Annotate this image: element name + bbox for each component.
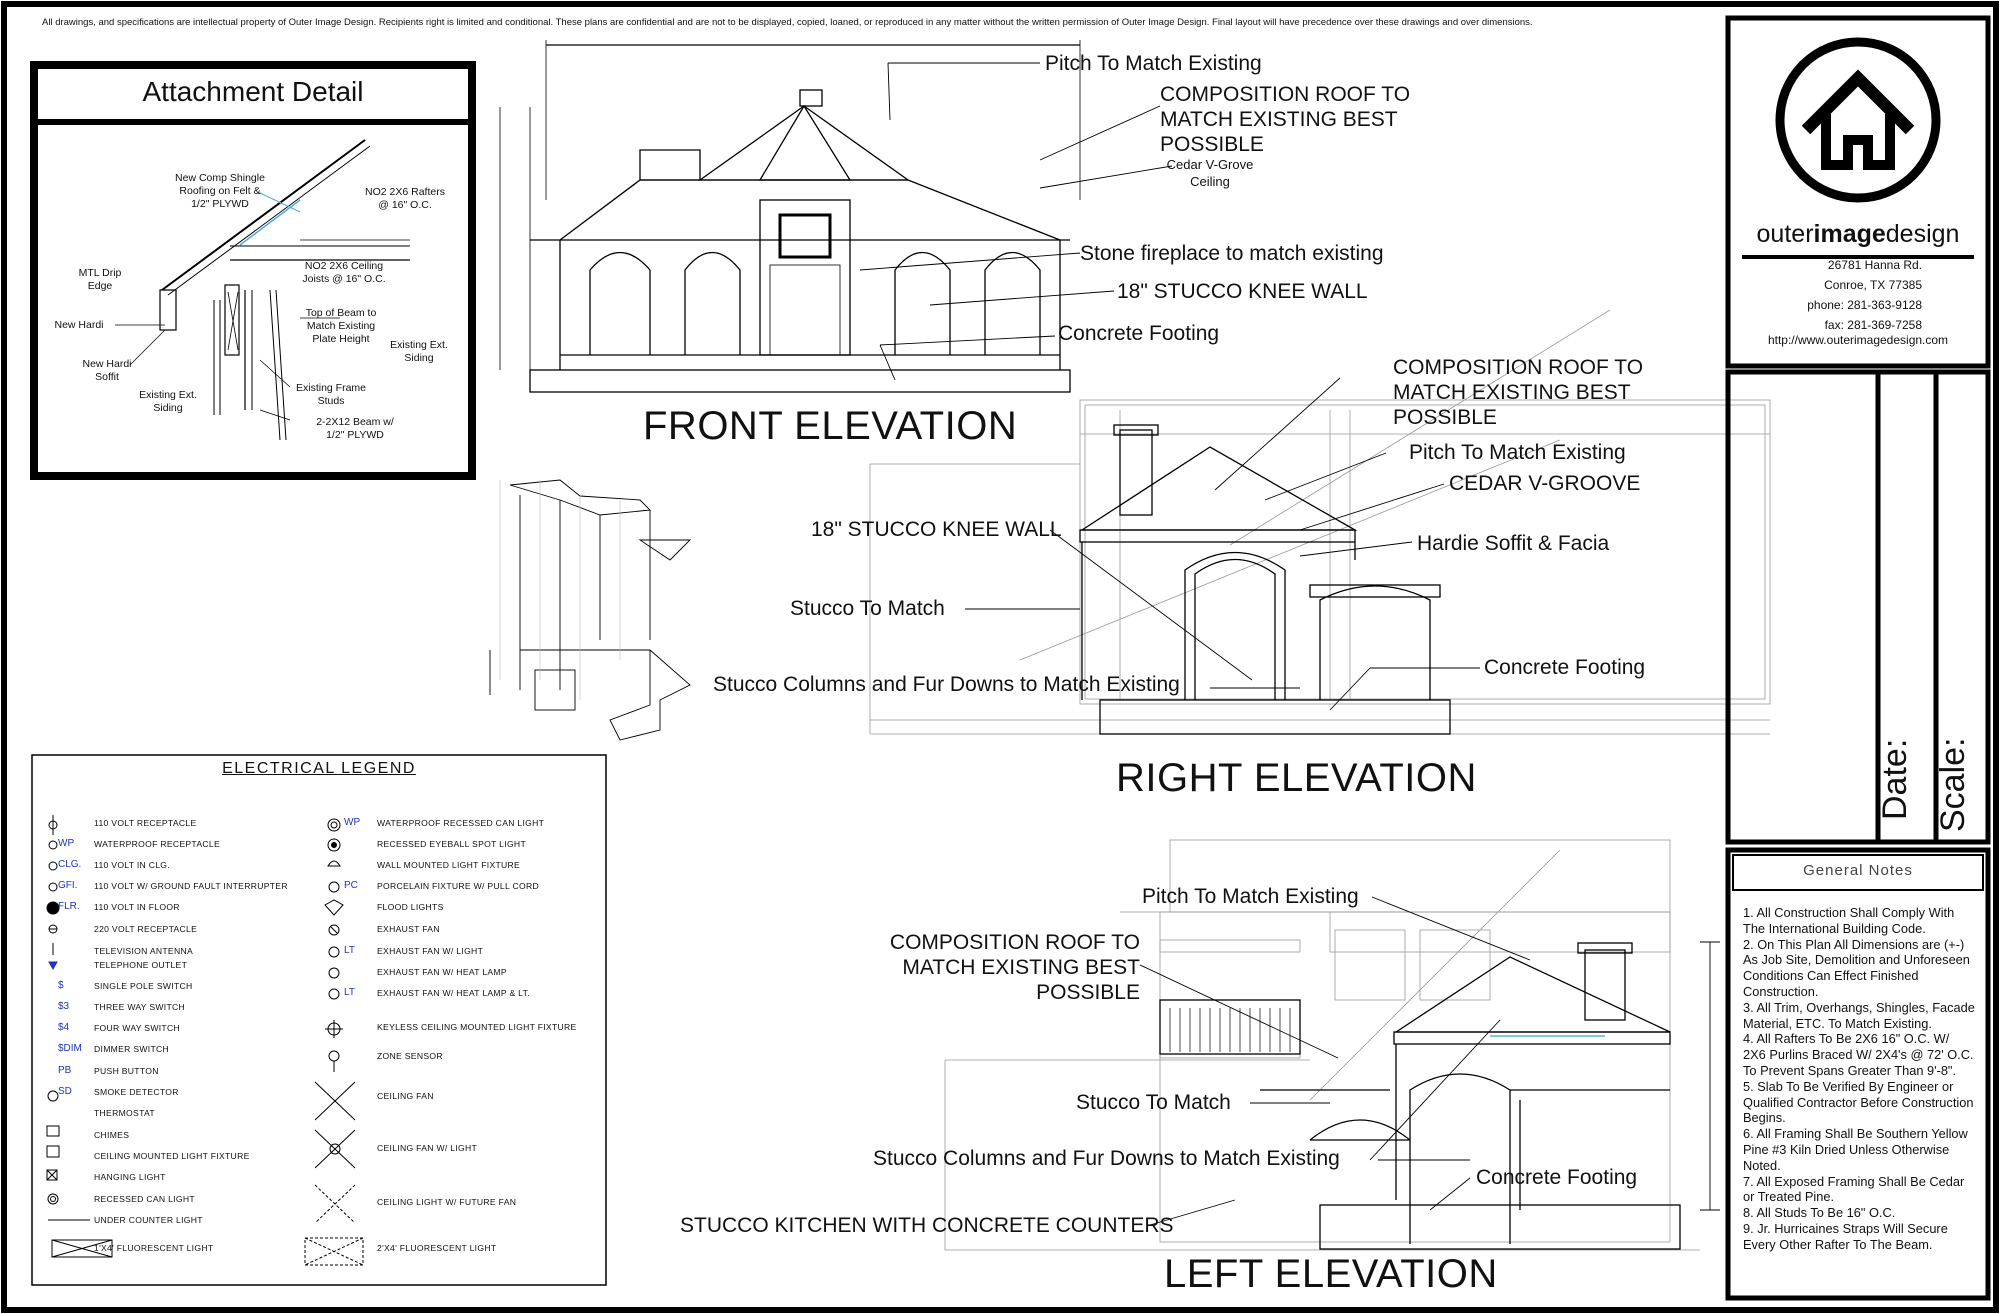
general-note: 8. All Studs To Be 16" O.C.: [1743, 1205, 1896, 1221]
general-note: 2. On This Plan All Dimensions are (+-) As Job Site, Demolition and Unforeseen Conditions Can Effect Finished Construction.: [1743, 936, 1970, 999]
legend-item: 1'X4' FLUORESCENT LIGHT: [94, 1243, 214, 1253]
legend-item: RECESSED CAN LIGHT: [94, 1194, 195, 1204]
right-label-columns: Stucco Columns and Fur Downs to Match Existing: [713, 673, 1180, 696]
address-line-1: 26781 Hanna Rd.: [1827, 258, 1922, 272]
label-new-hardi: New Hardi: [54, 319, 104, 331]
legend-symbol-label: GFI.: [58, 880, 78, 891]
legend-item: SINGLE POLE SWITCH: [94, 981, 193, 991]
legend-item: SMOKE DETECTOR: [94, 1087, 179, 1097]
left-label-columns: Stucco Columns and Fur Downs to Match Existing: [873, 1147, 1340, 1170]
legend-item: 110 VOLT RECEPTACLE: [94, 818, 197, 828]
legend-item: RECESSED EYEBALL SPOT LIGHT: [377, 839, 526, 849]
legend-symbol-label: FLR.: [58, 901, 80, 912]
legend-symbol-label: PB: [58, 1065, 72, 1076]
label-existing-siding-right: Existing Ext. Siding: [390, 339, 448, 364]
legend-item: EXHAUST FAN W/ HEAT LAMP: [377, 967, 507, 977]
legend-symbol-label: $4: [58, 1022, 70, 1033]
general-note: 7. All Exposed Framing Shall Be Cedar or Treated Pine.: [1743, 1173, 1965, 1205]
left-label-roof: COMPOSITION ROOF TO MATCH EXISTING BEST POSSIBLE: [889, 931, 1140, 1004]
left-label-pitch: Pitch To Match Existing: [1142, 885, 1359, 908]
electrical-legend-frame: [32, 755, 606, 1285]
left-label-kitchen: STUCCO KITCHEN WITH CONCRETE COUNTERS: [680, 1214, 1174, 1237]
disclaimer-text: All drawings, and specifications are intellectual property of Outer Image Design. Recipients right is limited and conditional. These plans are confidential and are not to be displayed, copied, loaned, or reproduced in any matter without the written permission of Outer Image Design. Final layout will have precedence over these drawings and over dimensions.: [42, 17, 1533, 28]
legend-symbol-label: PC: [344, 880, 358, 891]
legend-item: DIMMER SWITCH: [94, 1044, 170, 1054]
label-drip-edge: MTL Drip Edge: [78, 267, 122, 292]
legend-symbol-label: CLG.: [58, 859, 82, 870]
legend-item: 2'X4' FLUORESCENT LIGHT: [377, 1243, 497, 1253]
legend-item: TELEPHONE OUTLET: [94, 960, 188, 970]
legend-item: CHIMES: [94, 1130, 130, 1140]
front-label-knee-wall: 18" STUCCO KNEE WALL: [1117, 280, 1368, 303]
brand-prefix: outer: [1756, 220, 1814, 248]
legend-item: 110 VOLT IN CLG.: [94, 860, 170, 870]
address-line-2: Conroe, TX 77385: [1824, 278, 1922, 292]
front-label-fireplace: Stone fireplace to match existing: [1080, 242, 1384, 265]
legend-item: FOUR WAY SWITCH: [94, 1023, 180, 1033]
front-label-footing: Concrete Footing: [1058, 322, 1220, 345]
general-note: 3. All Trim, Overhangs, Shingles, Facade Material, ETC. To Match Existing.: [1743, 999, 1975, 1031]
front-elevation-title: FRONT ELEVATION: [643, 404, 1018, 448]
front-label-roof: COMPOSITION ROOF TO MATCH EXISTING BEST POSSIBLE: [1160, 83, 1411, 156]
right-label-footing: Concrete Footing: [1484, 656, 1646, 679]
legend-item: CEILING FAN W/ LIGHT: [377, 1143, 478, 1153]
legend-item: PUSH BUTTON: [94, 1066, 159, 1076]
legend-item: WALL MOUNTED LIGHT FIXTURE: [377, 860, 521, 870]
legend-item: EXHAUST FAN W/ LIGHT: [377, 946, 484, 956]
legend-item: PORCELAIN FIXTURE W/ PULL CORD: [377, 881, 539, 891]
legend-symbol-label: LT: [344, 945, 355, 956]
general-note: 6. All Framing Shall Be Southern Yellow Pine #3 Kiln Dried Unless Otherwise Noted.: [1743, 1126, 1968, 1173]
legend-item: ZONE SENSOR: [377, 1051, 443, 1061]
label-top-of-beam: Top of Beam to Match Existing Plate Height: [305, 307, 377, 345]
right-label-stucco: Stucco To Match: [790, 597, 945, 620]
legend-item: EXHAUST FAN W/ HEAT LAMP & LT.: [377, 988, 530, 998]
legend-symbol-label: WP: [344, 817, 361, 828]
perspective-sketch: [490, 480, 690, 740]
legend-symbol-label: $3: [58, 1001, 70, 1012]
brand-name: [1733, 220, 1983, 249]
general-notes-list: [1743, 905, 1975, 1253]
front-label-pitch: Pitch To Match Existing: [1045, 52, 1262, 75]
legend-item: TELEVISION ANTENNA: [94, 946, 193, 956]
legend-item: 110 VOLT IN FLOOR: [94, 902, 180, 912]
left-label-footing: Concrete Footing: [1476, 1166, 1638, 1189]
legend-symbol-label: SD: [58, 1086, 72, 1097]
legend-item: EXHAUST FAN: [377, 924, 440, 934]
general-note: 5. Slab To Be Verified By Engineer or Qualified Contractor Before Construction Begins.: [1743, 1078, 1974, 1126]
legend-item: 110 VOLT W/ GROUND FAULT INTERRUPTER: [94, 881, 288, 891]
left-label-stucco: Stucco To Match: [1076, 1091, 1231, 1114]
legend-item: UNDER COUNTER LIGHT: [94, 1215, 203, 1225]
label-beam: 2-2X12 Beam w/ 1/2" PLYWD: [316, 416, 394, 441]
legend-item: THREE WAY SWITCH: [94, 1002, 186, 1012]
legend-item: HANGING LIGHT: [94, 1172, 166, 1182]
attachment-detail-title: Attachment Detail: [142, 76, 364, 107]
legend-item: 220 VOLT RECEPTACLE: [94, 924, 198, 934]
company-address: [1740, 255, 1922, 335]
front-label-ceiling: Cedar V-Grove Ceiling: [1166, 157, 1254, 189]
brand-bold: image: [1813, 220, 1886, 248]
general-note: 4. All Rafters To Be 2X6 16" O.C. W/ 2X6 Purlins Braced W/ 2X4's @ 72' O.C. To Prevent Spans Greater Than 9'-8".: [1743, 1031, 1974, 1078]
label-existing-siding-left: Existing Ext. Siding: [139, 389, 197, 414]
legend-symbol-label: $DIM: [58, 1043, 82, 1054]
right-label-knee-wall: 18" STUCCO KNEE WALL: [811, 518, 1062, 541]
legend-item: WATERPROOF RECEPTACLE: [94, 839, 220, 849]
legend-item: WATERPROOF RECESSED CAN LIGHT: [377, 818, 545, 828]
right-label-roof: COMPOSITION ROOF TO MATCH EXISTING BEST POSSIBLE: [1393, 356, 1644, 429]
legend-item: CEILING LIGHT W/ FUTURE FAN: [377, 1197, 517, 1207]
legend-symbol-label: WP: [58, 838, 75, 849]
fax-number: fax: 281-369-7258: [1824, 318, 1922, 332]
label-rafters: NO2 2X6 Rafters @ 16" O.C.: [365, 186, 445, 211]
right-label-soffit: Hardie Soffit & Facia: [1417, 532, 1610, 555]
company-website: http://www.outerimagedesign.com: [1767, 333, 1949, 347]
legend-symbol-label: $: [58, 980, 64, 991]
legend-item: KEYLESS CEILING MOUNTED LIGHT FIXTURE: [377, 1022, 577, 1032]
brand-logo-circle: [1780, 42, 1936, 198]
general-note: 9. Jr. Hurricaines Straps Will Secure Every Other Rafter To The Beam.: [1743, 1220, 1948, 1252]
legend-item: CEILING FAN: [377, 1091, 434, 1101]
legend-symbol-label: LT: [344, 987, 355, 998]
brand-suffix: design: [1885, 220, 1960, 248]
label-hardi-soffit: New Hardi Soffit: [82, 358, 132, 383]
right-label-pitch: Pitch To Match Existing: [1409, 441, 1626, 464]
electrical-legend-title: ELECTRICAL LEGEND: [222, 760, 416, 777]
left-elevation-title: LEFT ELEVATION: [1164, 1252, 1498, 1296]
label-comp-shingle: New Comp Shingle Roofing on Felt & 1/2" PLYWD: [175, 172, 265, 210]
legend-item: CEILING MOUNTED LIGHT FIXTURE: [94, 1151, 250, 1161]
scale-label: Scale:: [1934, 737, 1972, 832]
label-ceiling-joists: NO2 2X6 Ceiling Joists @ 16" O.C.: [302, 260, 386, 285]
general-notes-title: General Notes: [1803, 862, 1913, 879]
right-elevation-title: RIGHT ELEVATION: [1116, 756, 1477, 800]
date-label: Date:: [1876, 738, 1914, 820]
legend-item: THERMOSTAT: [94, 1108, 155, 1118]
label-frame-studs: Existing Frame Studs: [295, 382, 367, 407]
phone-number: phone: 281-363-9128: [1807, 298, 1922, 312]
right-label-cedar: CEDAR V-GROOVE: [1449, 472, 1641, 495]
general-note: 1. All Construction Shall Comply With The International Building Code.: [1743, 905, 1955, 936]
legend-item: FLOOD LIGHTS: [377, 902, 444, 912]
